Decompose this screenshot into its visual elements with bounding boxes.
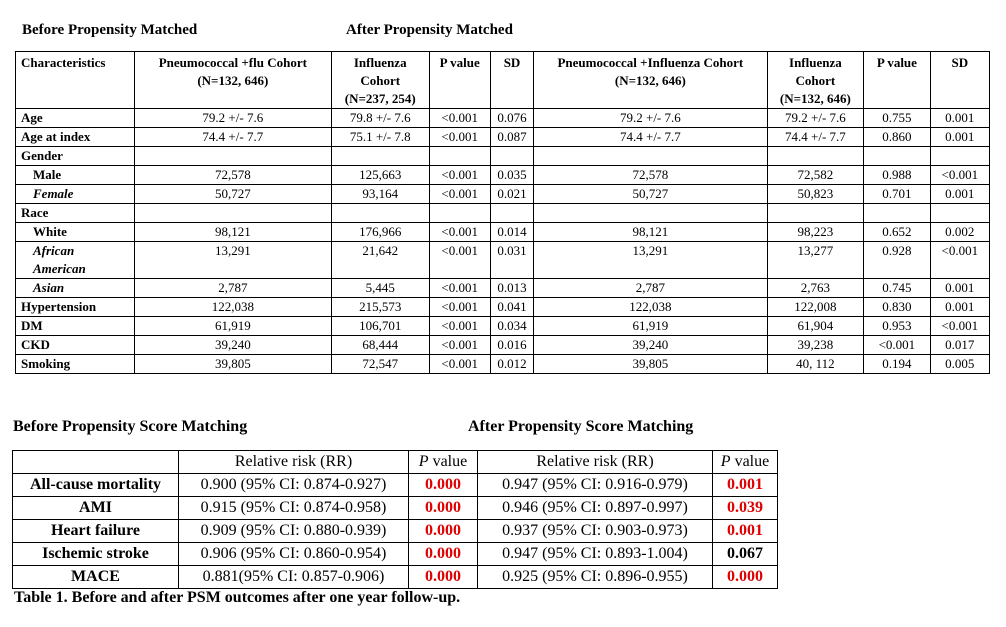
table-cell-p1: <0.001: [429, 336, 490, 355]
table-cell-p1: <0.001: [429, 242, 490, 279]
characteristics-table: [15, 51, 990, 374]
header-rr-before: Relative risk (RR): [179, 451, 409, 474]
outcomes-header-blank: [13, 451, 179, 474]
table-cell-p1: <0.001: [429, 166, 490, 185]
row-label: Race: [16, 204, 135, 223]
table-cell-c3: 79.2 +/- 7.6: [534, 109, 767, 128]
table-cell-c2: 93,164: [331, 185, 429, 204]
table-cell-sd1: [490, 147, 533, 166]
heading-before-score: Before Propensity Score Matching: [13, 418, 248, 435]
table-cell-c4: 79.2 +/- 7.6: [767, 109, 864, 128]
outcome-cell-p2: 0.039: [713, 497, 778, 520]
outcome-cell-label: MACE: [13, 566, 179, 589]
header-pvalue-after: P value: [864, 52, 930, 109]
table-cell-c2: [331, 204, 429, 223]
table-cell-p1: <0.001: [429, 279, 490, 298]
row-label: CKD: [16, 336, 135, 355]
table-cell-p2: 0.701: [864, 185, 930, 204]
outcome-cell-p2: 0.001: [713, 520, 778, 543]
table-cell-c4: 40, 112: [767, 355, 864, 374]
table-cell-c3: [534, 147, 767, 166]
header-pvalue-before: P value: [429, 52, 490, 109]
table-cell-c4: 13,277: [767, 242, 864, 279]
header-sd-before: SD: [490, 52, 533, 109]
heading-before-matched: Before Propensity Matched: [22, 22, 198, 38]
outcome-row: [13, 543, 778, 566]
outcome-cell-rr1: 0.906 (95% CI: 0.860-0.954): [179, 543, 409, 566]
table-cell-c4: [767, 147, 864, 166]
outcome-cell-rr1: 0.915 (95% CI: 0.874-0.958): [179, 497, 409, 520]
table-cell-p1: [429, 147, 490, 166]
row-label: White: [16, 223, 135, 242]
table-cell-c4: [767, 204, 864, 223]
table-cell-p2: 0.652: [864, 223, 930, 242]
outcome-cell-rr2: 0.947 (95% CI: 0.916-0.979): [478, 474, 713, 497]
table-cell-c4: 74.4 +/- 7.7: [767, 128, 864, 147]
row-label: Age: [16, 109, 135, 128]
table-row: [16, 317, 990, 336]
table-row: [16, 298, 990, 317]
table-cell-p2: 0.194: [864, 355, 930, 374]
row-label: Smoking: [16, 355, 135, 374]
table-cell-sd1: 0.013: [490, 279, 533, 298]
header-pneumo-flu: Pneumococcal +flu Cohort (N=132, 646): [134, 52, 331, 109]
table-cell-p1: <0.001: [429, 109, 490, 128]
outcome-cell-rr1: 0.881(95% CI: 0.857-0.906): [179, 566, 409, 589]
table-cell-c2: 75.1 +/- 7.8: [331, 128, 429, 147]
table-cell-sd1: 0.016: [490, 336, 533, 355]
table-cell-c1: 98,121: [134, 223, 331, 242]
table-cell-p2: 0.860: [864, 128, 930, 147]
table-cell-p2: [864, 204, 930, 223]
table-cell-p2: [864, 147, 930, 166]
table-cell-p2: 0.928: [864, 242, 930, 279]
table-cell-c2: 72,547: [331, 355, 429, 374]
table-cell-c1: 79.2 +/- 7.6: [134, 109, 331, 128]
table-cell-sd2: 0.017: [930, 336, 989, 355]
table-row: [16, 242, 990, 279]
table-cell-p2: 0.988: [864, 166, 930, 185]
table-cell-c4: 39,238: [767, 336, 864, 355]
outcome-cell-label: All-cause mortality: [13, 474, 179, 497]
header-sd-after: SD: [930, 52, 989, 109]
row-label: Hypertension: [16, 298, 135, 317]
table-cell-sd2: <0.001: [930, 242, 989, 279]
table-cell-c4: 2,763: [767, 279, 864, 298]
table-cell-sd1: 0.076: [490, 109, 533, 128]
table-cell-sd1: 0.014: [490, 223, 533, 242]
table-cell-p2: 0.830: [864, 298, 930, 317]
outcome-row: [13, 474, 778, 497]
table-cell-sd2: 0.001: [930, 279, 989, 298]
table-cell-sd2: 0.001: [930, 128, 989, 147]
heading-after-score: After Propensity Score Matching: [468, 418, 694, 435]
outcome-cell-rr1: 0.909 (95% CI: 0.880-0.939): [179, 520, 409, 543]
table-cell-sd1: [490, 204, 533, 223]
table-row: [16, 128, 990, 147]
table-row: [16, 204, 990, 223]
outcome-cell-rr2: 0.946 (95% CI: 0.897-0.997): [478, 497, 713, 520]
table-cell-c2: 21,642: [331, 242, 429, 279]
table-cell-sd1: 0.035: [490, 166, 533, 185]
table-row: [16, 147, 990, 166]
row-label: Male: [16, 166, 135, 185]
table-cell-c2: 68,444: [331, 336, 429, 355]
outcome-cell-p1: 0.000: [409, 474, 478, 497]
row-label: Asian: [16, 279, 135, 298]
row-label: African American: [16, 242, 135, 279]
table-cell-c3: 50,727: [534, 185, 767, 204]
outcome-row: [13, 520, 778, 543]
table-cell-sd1: 0.034: [490, 317, 533, 336]
table-cell-c2: 215,573: [331, 298, 429, 317]
table-cell-c1: 50,727: [134, 185, 331, 204]
table-cell-c3: 39,240: [534, 336, 767, 355]
table-cell-p1: <0.001: [429, 298, 490, 317]
table-cell-c1: [134, 204, 331, 223]
table-cell-sd2: 0.001: [930, 185, 989, 204]
outcome-cell-p2: 0.000: [713, 566, 778, 589]
outcome-cell-rr2: 0.947 (95% CI: 0.893-1.004): [478, 543, 713, 566]
table-cell-sd2: <0.001: [930, 317, 989, 336]
table-row: [16, 166, 990, 185]
table-cell-c4: 50,823: [767, 185, 864, 204]
table-row: [16, 223, 990, 242]
table-row: [16, 355, 990, 374]
heading-after-matched: After Propensity Matched: [346, 22, 513, 38]
table-cell-c2: 125,663: [331, 166, 429, 185]
header-p-before: P value: [409, 451, 478, 474]
outcome-cell-p2: 0.067: [713, 543, 778, 566]
table-cell-c1: 122,038: [134, 298, 331, 317]
table-header-row: [16, 52, 990, 109]
table-cell-sd1: 0.031: [490, 242, 533, 279]
outcome-cell-p1: 0.000: [409, 566, 478, 589]
table-cell-sd2: [930, 147, 989, 166]
outcome-row: [13, 497, 778, 520]
table-cell-p1: <0.001: [429, 128, 490, 147]
outcomes-header-row: [13, 451, 778, 474]
table-cell-p1: <0.001: [429, 317, 490, 336]
table-cell-p2: 0.755: [864, 109, 930, 128]
table-row: [16, 336, 990, 355]
table-cell-p2: <0.001: [864, 336, 930, 355]
table-cell-c1: 13,291: [134, 242, 331, 279]
table-cell-p2: 0.745: [864, 279, 930, 298]
outcome-cell-p1: 0.000: [409, 520, 478, 543]
row-label: DM: [16, 317, 135, 336]
table-cell-sd2: 0.001: [930, 109, 989, 128]
table-cell-c1: 2,787: [134, 279, 331, 298]
table-cell-sd2: 0.001: [930, 298, 989, 317]
table-cell-c1: 74.4 +/- 7.7: [134, 128, 331, 147]
table-cell-c1: [134, 147, 331, 166]
table-row: [16, 185, 990, 204]
table-caption: Table 1. Before and after PSM outcomes after one year follow-up.: [14, 589, 461, 606]
table-cell-sd2: [930, 204, 989, 223]
header-pneumo-influenza: Pneumococcal +Influenza Cohort (N=132, 646): [534, 52, 767, 109]
header-influenza-after: Influenza Cohort (N=132, 646): [767, 52, 864, 109]
table-cell-c3: 13,291: [534, 242, 767, 279]
table-cell-c1: 39,805: [134, 355, 331, 374]
outcome-cell-p1: 0.000: [409, 543, 478, 566]
table-cell-c3: 39,805: [534, 355, 767, 374]
outcome-cell-label: Heart failure: [13, 520, 179, 543]
table-cell-p1: [429, 204, 490, 223]
table-cell-c4: 98,223: [767, 223, 864, 242]
table-cell-p1: <0.001: [429, 223, 490, 242]
table-cell-sd2: 0.002: [930, 223, 989, 242]
table-cell-c3: 74.4 +/- 7.7: [534, 128, 767, 147]
table-cell-c3: 122,038: [534, 298, 767, 317]
table-cell-c3: 2,787: [534, 279, 767, 298]
table-cell-c3: 72,578: [534, 166, 767, 185]
table-cell-p1: <0.001: [429, 185, 490, 204]
table-cell-c3: [534, 204, 767, 223]
table-cell-sd1: 0.087: [490, 128, 533, 147]
table-cell-c1: 39,240: [134, 336, 331, 355]
table-cell-c3: 61,919: [534, 317, 767, 336]
row-label: Age at index: [16, 128, 135, 147]
table-cell-c1: 72,578: [134, 166, 331, 185]
outcome-cell-rr2: 0.925 (95% CI: 0.896-0.955): [478, 566, 713, 589]
table-cell-sd2: <0.001: [930, 166, 989, 185]
row-label: Gender: [16, 147, 135, 166]
table-cell-p1: <0.001: [429, 355, 490, 374]
header-characteristics: Characteristics: [16, 52, 135, 109]
header-p-after: P value: [713, 451, 778, 474]
table-cell-c4: 122,008: [767, 298, 864, 317]
outcome-cell-p1: 0.000: [409, 497, 478, 520]
table-cell-sd1: 0.041: [490, 298, 533, 317]
header-rr-after: Relative risk (RR): [478, 451, 713, 474]
table-cell-c2: 176,966: [331, 223, 429, 242]
table-cell-sd1: 0.021: [490, 185, 533, 204]
outcome-cell-rr2: 0.937 (95% CI: 0.903-0.973): [478, 520, 713, 543]
table-cell-c2: 5,445: [331, 279, 429, 298]
row-label: Female: [16, 185, 135, 204]
table-cell-sd2: 0.005: [930, 355, 989, 374]
header-influenza-before: Influenza Cohort (N=237, 254): [331, 52, 429, 109]
outcome-row: [13, 566, 778, 589]
table-cell-sd1: 0.012: [490, 355, 533, 374]
outcome-cell-label: Ischemic stroke: [13, 543, 179, 566]
table-cell-c2: [331, 147, 429, 166]
table-row: [16, 109, 990, 128]
table-cell-c2: 106,701: [331, 317, 429, 336]
table-cell-c4: 61,904: [767, 317, 864, 336]
outcome-cell-label: AMI: [13, 497, 179, 520]
outcome-cell-rr1: 0.900 (95% CI: 0.874-0.927): [179, 474, 409, 497]
table-cell-c1: 61,919: [134, 317, 331, 336]
table-cell-p2: 0.953: [864, 317, 930, 336]
table-cell-c3: 98,121: [534, 223, 767, 242]
table-cell-c2: 79.8 +/- 7.6: [331, 109, 429, 128]
outcomes-table: [12, 450, 778, 589]
table-row: [16, 279, 990, 298]
table-cell-c4: 72,582: [767, 166, 864, 185]
outcome-cell-p2: 0.001: [713, 474, 778, 497]
